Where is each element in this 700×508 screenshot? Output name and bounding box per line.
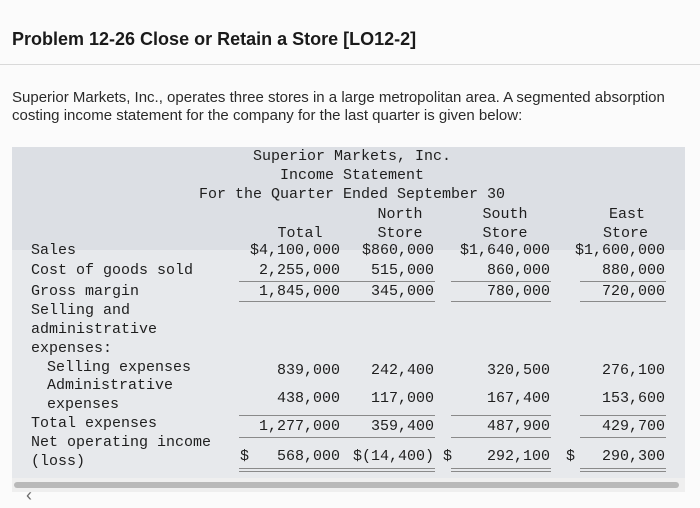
underline-cogs-left — [239, 281, 435, 282]
row-selling-label: Selling expenses — [47, 359, 192, 376]
underline-admin-east — [580, 415, 666, 416]
cogs-east: 880,000 — [601, 262, 665, 279]
admin-east: 153,600 — [601, 390, 665, 407]
underline-admin-left — [239, 415, 435, 416]
col-south-line2: Store — [482, 225, 528, 242]
gross-south: 780,000 — [486, 283, 550, 300]
sales-north: $860,000 — [361, 242, 434, 259]
col-north-line2: Store — [377, 225, 423, 242]
problem-intro: Superior Markets, Inc., operates three stores in a large metropolitan area. A segmented absorption costing income statement for the company for the last quarter is given below: — [12, 89, 665, 124]
noi-east-dollar: $ — [566, 448, 576, 465]
noi-south-dollar: $ — [443, 448, 453, 465]
title-divider — [0, 64, 700, 65]
gross-east: 720,000 — [601, 283, 665, 300]
row-noi-label-1: Net operating income — [31, 434, 212, 451]
col-total: Total — [277, 225, 323, 242]
selling-north: 242,400 — [370, 362, 434, 379]
noi-south: 292,100 — [486, 448, 550, 465]
noi-east: 290,300 — [601, 448, 665, 465]
company-name: Superior Markets, Inc. — [252, 148, 452, 165]
underline-gross-east — [580, 301, 666, 302]
double-underline-noi-south-2 — [451, 471, 551, 472]
underline-gross-south — [451, 301, 551, 302]
noi-total: 568,000 — [276, 448, 340, 465]
row-noi-label-2: (loss) — [31, 453, 86, 470]
col-east-line1: East — [608, 206, 645, 223]
selling-south: 320,500 — [486, 362, 550, 379]
total-expenses-south: 487,900 — [486, 418, 550, 435]
row-gross-label: Gross margin — [31, 283, 140, 300]
row-total-expenses-label: Total expenses — [31, 415, 158, 432]
admin-south: 167,400 — [486, 390, 550, 407]
row-cogs-label: Cost of goods sold — [31, 262, 194, 279]
row-sga-label-3: expenses: — [31, 340, 113, 357]
scrollbar-thumb[interactable] — [14, 482, 679, 488]
double-underline-noi-east-1 — [580, 468, 666, 469]
total-expenses-north: 359,400 — [370, 418, 434, 435]
col-north-line1: North — [377, 206, 423, 223]
cogs-north: 515,000 — [370, 262, 434, 279]
noi-north: $(14,400) — [352, 448, 434, 465]
report-title: Income Statement — [279, 167, 425, 184]
double-underline-noi-east-2 — [580, 471, 666, 472]
row-sga-label-2: administrative — [31, 321, 158, 338]
selling-total: 839,000 — [276, 362, 340, 379]
cogs-total: 2,255,000 — [258, 262, 340, 279]
noi-total-dollar: $ — [240, 448, 250, 465]
cogs-south: 860,000 — [486, 262, 550, 279]
row-admin-label-1: Administrative — [47, 377, 174, 394]
double-underline-noi-left-1 — [239, 468, 435, 469]
underline-cogs-south — [451, 281, 551, 282]
report-period: For the Quarter Ended September 30 — [198, 186, 506, 203]
total-expenses-east: 429,700 — [601, 418, 665, 435]
double-underline-noi-left-2 — [239, 471, 435, 472]
col-east-line2: Store — [602, 225, 648, 242]
total-expenses-total: 1,277,000 — [258, 418, 340, 435]
selling-east: 276,100 — [601, 362, 665, 379]
sales-total: $4,100,000 — [249, 242, 340, 259]
row-sga-label-1: Selling and — [31, 302, 131, 319]
underline-cogs-east — [580, 281, 666, 282]
gross-north: 345,000 — [370, 283, 434, 300]
scroll-left-icon[interactable]: ‹ — [26, 485, 32, 505]
row-admin-label-2: expenses — [47, 396, 120, 413]
row-sales-label: Sales — [31, 242, 77, 259]
underline-gross-left — [239, 301, 435, 302]
double-underline-noi-south-1 — [451, 468, 551, 469]
underline-admin-south — [451, 415, 551, 416]
col-south-line1: South — [482, 206, 528, 223]
page-title: Problem 12-26 Close or Retain a Store [LO12-2] — [12, 29, 417, 49]
admin-north: 117,000 — [370, 390, 434, 407]
underline-total-south — [451, 437, 551, 438]
sales-south: $1,640,000 — [459, 242, 550, 259]
admin-total: 438,000 — [276, 390, 340, 407]
sales-east: $1,600,000 — [574, 242, 665, 259]
gross-total: 1,845,000 — [258, 283, 340, 300]
underline-total-left — [239, 437, 435, 438]
underline-total-east — [580, 437, 666, 438]
